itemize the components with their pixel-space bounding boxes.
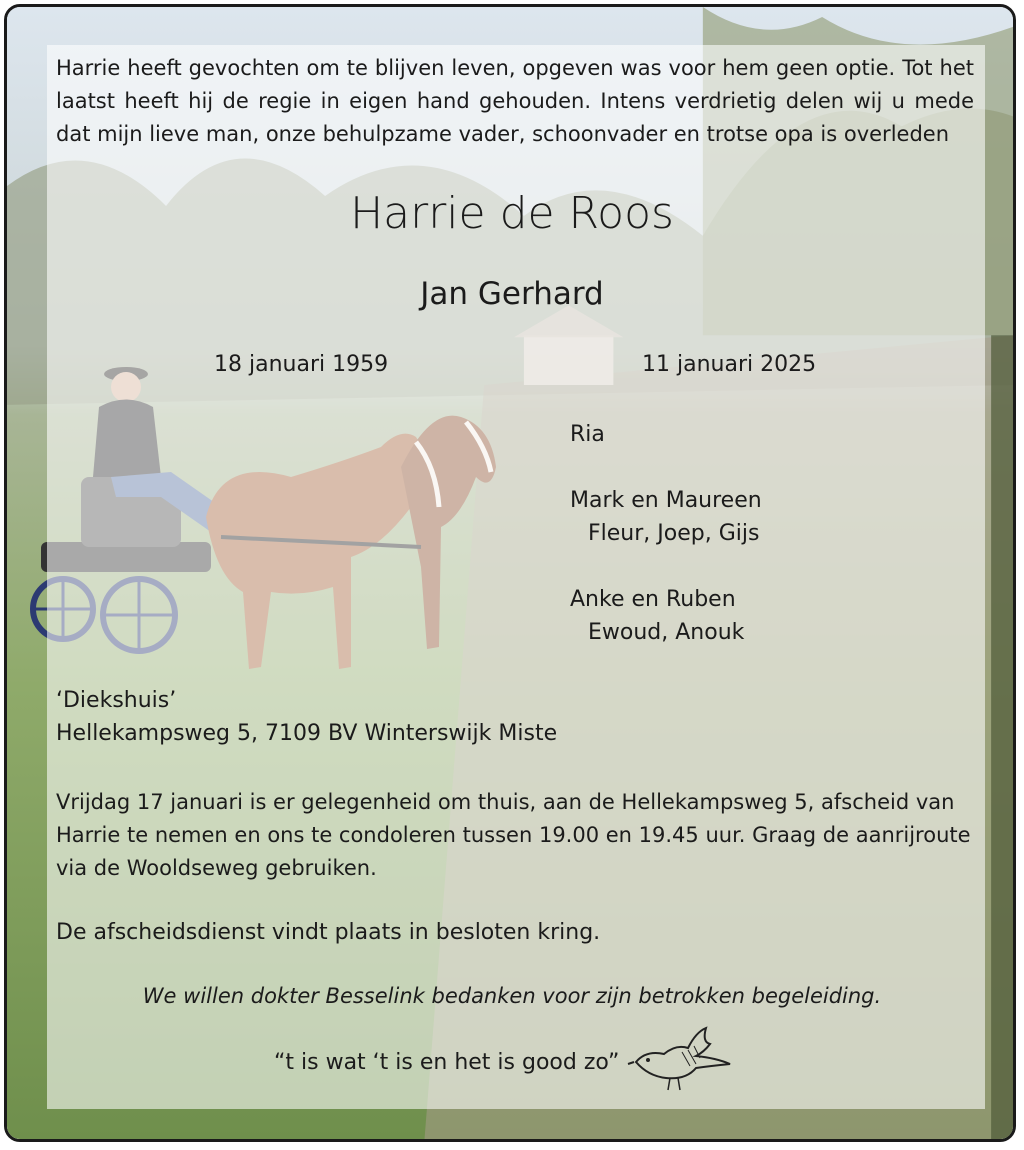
- grandchildren-names: Fleur, Joep, Gijs: [588, 521, 760, 546]
- grandchildren-names: Ewoud, Anouk: [588, 620, 745, 645]
- intro-text: Harrie heeft gevochten om te blijven leven, opgeven was voor hem geen optie. Tot het laatst heeft hij de regie in eigen hand gehouden. Intens verdrietig delen wij u mede dat mijn lieve man, onze behulpzame vader, schoonvader en trotse opa is overleden: [56, 56, 974, 146]
- child-name: Anke en Ruben: [570, 587, 736, 612]
- death-date: 11 januari 2025: [642, 352, 817, 377]
- notice-frame: [4, 4, 1016, 1142]
- family-list: [570, 418, 762, 649]
- given-names: Jan Gerhard: [420, 276, 604, 312]
- house-name: ‘Diekshuis’: [56, 688, 177, 713]
- visitation-text: Vrijdag 17 januari is er gelegenheid om thuis, aan de Hellekampsweg 5, afscheid van Harrie te nemen en ons te condoleren tussen 19.00 en 19.45 uur. Graag de aanrijroute via de Wooldseweg gebruiken.: [56, 790, 971, 880]
- bird-sketch-icon: [626, 1022, 734, 1094]
- birth-date: 18 januari 1959: [214, 352, 389, 377]
- thanks-text: We willen dokter Besselink bedanken voor zijn betrokken begeleiding.: [142, 984, 882, 1008]
- address-block: [56, 684, 557, 750]
- deceased-name: Harrie de Roos: [350, 188, 674, 239]
- quote-text: “t is wat ‘t is en het is good zo”: [274, 1050, 620, 1075]
- child-name: Mark en Maureen: [570, 488, 762, 513]
- service-text: De afscheidsdienst vindt plaats in besloten kring.: [56, 920, 601, 945]
- partner-name: Ria: [570, 422, 605, 447]
- street-address: Hellekampsweg 5, 7109 BV Winterswijk Miste: [56, 721, 558, 746]
